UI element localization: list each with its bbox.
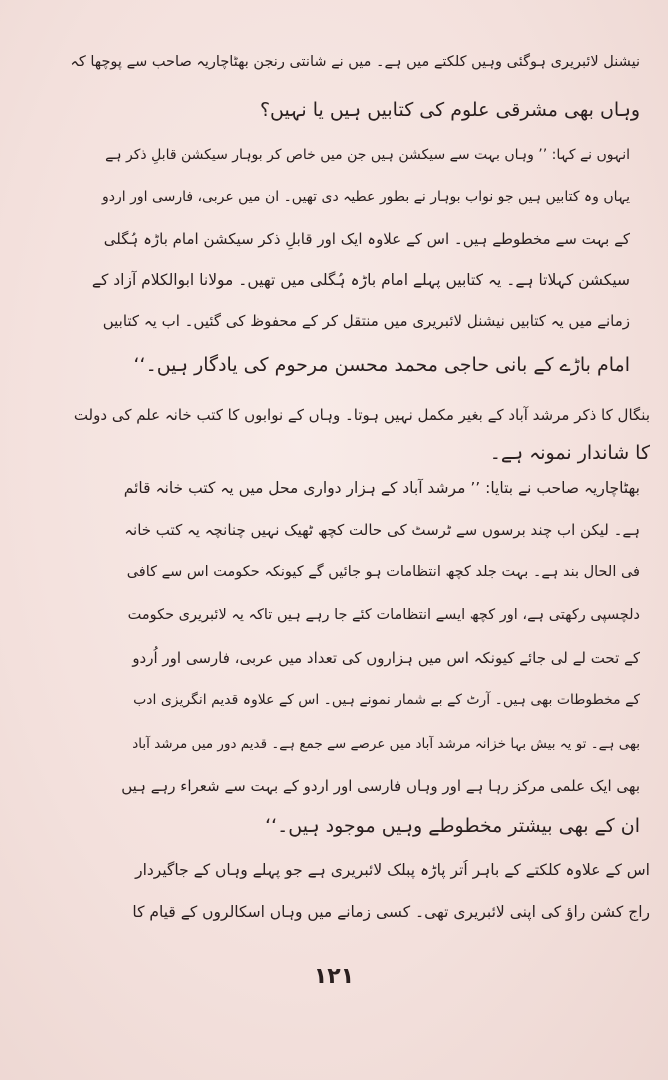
paragraph-5: [120, 860, 650, 940]
paragraph-3: [60, 405, 650, 485]
text-line: بھٹاچاریہ صاحب نے بتایا: ’’ مرشد آباد کے ہزار دواری محل میں یہ کتب خانہ قائم: [123, 479, 640, 497]
text-line: کے بہت سے مخطوطے ہیں۔ اس کے علاوہ ایک اور قابلِ ذکر سیکشن امام باڑہ ہُگلی: [103, 230, 630, 248]
paragraph-4: [120, 478, 640, 858]
paragraph-1: [60, 52, 640, 152]
text-line: انہوں نے کہا: ’’ وہاں بہت سے سیکشن ہیں جن میں خاص کر بوہار سیکشن قابلِ ذکر ہے: [105, 147, 630, 163]
paragraph-2: [90, 145, 630, 395]
text-line: کے مخطوطات بھی ہیں۔ آرٹ کے بے شمار نمونے ہیں۔ اس کے علاوہ قدیم انگریزی ادب: [133, 692, 640, 708]
text-line: سیکشن کہلاتا ہے۔ یہ کتابیں پہلے امام باڑہ ہُگلی میں تھیں۔ مولانا ابوالکلام آزاد کے: [91, 271, 630, 289]
text-line: وہاں بھی مشرقی علوم کی کتابیں ہیں یا نہیں؟: [259, 99, 640, 121]
text-line: ان کے بھی بیشتر مخطوطے وہیں موجود ہیں۔‘‘: [265, 815, 640, 837]
text-line: ہے۔ لیکن اب چند برسوں سے ٹرسٹ کی حالت کچھ ٹھیک نہیں چنانچہ یہ کتب خانہ: [124, 521, 640, 539]
text-line: نیشنل لائبریری ہوگئی وہیں کلکتے میں ہے۔ میں نے شانتی رنجن بھٹاچاریہ صاحب سے پوچھا کہ: [70, 54, 640, 70]
text-line: اس کے علاوہ کلکتے کے باہر اُتر پاڑہ پبلک لائبریری ہے جو پہلے وہاں کے جاگیردار: [135, 861, 650, 879]
text-line: دلچسپی رکھتی ہے، اور کچھ ایسے انتظامات کئے جا رہے ہیں تاکہ یہ لائبریری حکومت: [127, 607, 640, 623]
text-line: امام باڑے کے بانی حاجی محمد محسن مرحوم کی یادگار ہیں۔‘‘: [133, 354, 630, 376]
text-line: بھی ہے۔ تو یہ بیش بہا خزانہ مرشد آباد میں عرصے سے جمع ہے۔ قدیم دور میں مرشد آباد: [132, 736, 640, 752]
page-number: ۱۲۱: [313, 964, 355, 989]
text-line: کے تحت لے لی جائے کیونکہ اس میں ہزاروں کی تعداد میں عربی، فارسی اور اُردو: [132, 649, 640, 667]
text-line: یہاں وہ کتابیں ہیں جو نواب بوہار نے بطور عطیہ دی تھیں۔ ان میں عربی، فارسی اور اردو: [102, 189, 630, 205]
text-line: کا شاندار نمونہ ہے۔: [489, 442, 650, 464]
text-line: بنگال کا ذکر مرشد آباد کے بغیر مکمل نہیں ہوتا۔ وہاں کے نوابوں کا کتب خانہ علم کی دولت: [73, 406, 650, 424]
text-line: زمانے میں یہ کتابیں نیشنل لائبریری میں منتقل کر کے محفوظ کی گئیں۔ اب یہ کتابیں: [102, 312, 630, 330]
text-line: فی الحال بند ہے۔ بہت جلد کچھ انتظامات ہو جائیں گے کیونکہ حکومت اس سے کافی: [126, 564, 640, 580]
text-line: راج کشن راؤ کی اپنی لائبریری تھی۔ کسی زمانے میں وہاں اسکالروں کے قیام کا: [132, 903, 650, 921]
text-line: بھی ایک علمی مرکز رہا ہے اور وہاں فارسی اور اردو کے بہت سے شعراء رہے ہیں: [121, 777, 640, 795]
